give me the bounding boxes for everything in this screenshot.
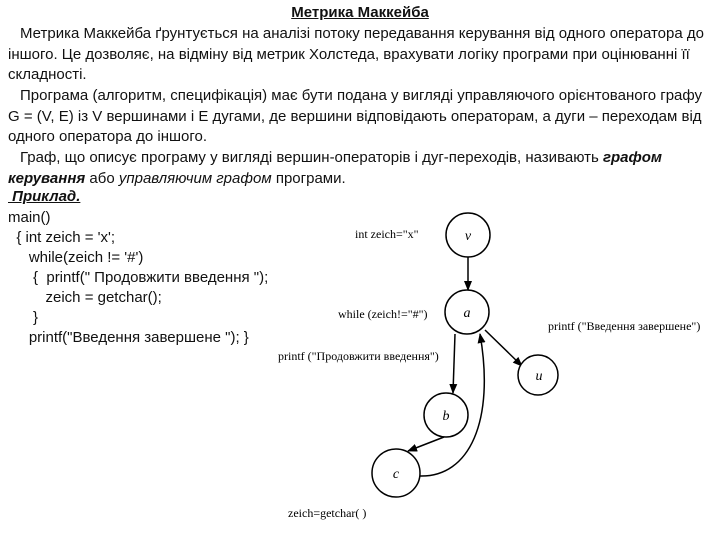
term-managing-graph: управляючим графом: [118, 169, 272, 187]
label-node-u: printf ("Введення завершене"): [548, 319, 701, 333]
p3-text-a: Граф, що описує програму у вигляді вершин-операторів і дуг-переходів, називають: [20, 149, 603, 166]
node-a-letter: a: [463, 306, 471, 321]
paragraph-graph-definition: Програма (алгоритм, специфікація) має бути подана у вигляді управляючого орієнтованого графу G = (V, E) із V вершинами і E дугами, де вершини відповідають операторам, а дуги – переходам від одного оператора до іншого.: [8, 87, 703, 145]
label-node-v: int zeich="x": [355, 227, 419, 241]
code-line-5: zeich = getchar();: [8, 289, 162, 306]
node-v-letter: v: [464, 229, 472, 244]
code-line-4: { printf(" Продовжити введення ");: [8, 269, 269, 286]
code-line-1: main(): [8, 209, 51, 226]
label-node-c: zeich=getchar( ): [288, 506, 367, 520]
page-title: Метрика Маккейба: [291, 4, 429, 21]
p3-text-c: програми.: [271, 169, 346, 187]
term-control-graph: графом керування: [8, 149, 663, 187]
node-c-letter: c: [392, 467, 400, 482]
code-line-6: }: [8, 309, 39, 326]
paragraph-intro: Метрика Маккейба ґрунтується на аналізі потоку передавання керування від одного оператора до іншого. Це дозволяє, на відміну від метрик Холстеда, врахувати логіку програми при оцінюванні її складності.: [8, 25, 704, 83]
node-b: [424, 393, 468, 437]
code-line-7: printf("Введення завершене "); }: [8, 329, 249, 346]
example-heading: Приклад.: [8, 188, 81, 205]
code-line-2: { int zeich = 'x';: [8, 229, 116, 246]
edge-a-b: [453, 334, 455, 393]
edge-a-u: [485, 330, 522, 366]
label-node-a: while (zeich!="#"): [338, 307, 428, 321]
node-c: [372, 449, 420, 497]
node-v: [446, 213, 490, 257]
label-node-b: printf ("Продовжити введення"): [278, 349, 439, 363]
node-b-letter: b: [442, 409, 450, 424]
p3-text-b: або: [85, 169, 119, 187]
code-line-3: while(zeich != '#'): [8, 249, 144, 266]
edge-b-c: [408, 437, 444, 451]
node-a: [445, 290, 489, 334]
node-u: [518, 355, 558, 395]
node-u-letter: u: [535, 369, 543, 384]
